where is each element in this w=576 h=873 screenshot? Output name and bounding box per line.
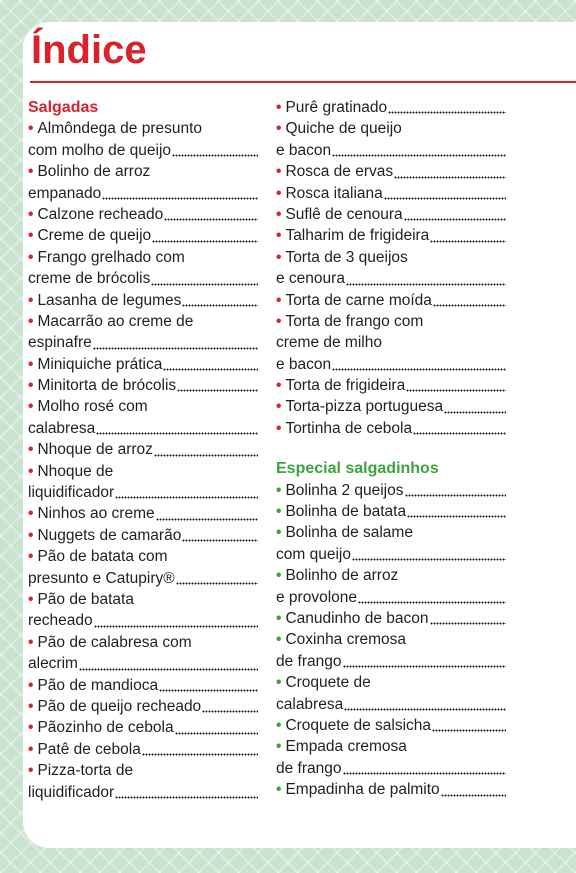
recipe-entry-line — [276, 715, 506, 736]
recipe-name: Miniquiche prática — [37, 355, 163, 373]
bullet-icon: • — [276, 99, 282, 116]
recipe-entry — [276, 629, 506, 672]
dot-leader — [332, 365, 506, 371]
recipe-entry-line — [28, 525, 258, 546]
recipe-name: Empadinha de palmito — [285, 781, 440, 799]
recipe-entry — [28, 247, 258, 290]
dot-leader — [344, 705, 506, 711]
recipe-entry-line — [28, 589, 258, 610]
recipe-entry-line — [276, 694, 506, 715]
recipe-entry-line — [28, 760, 258, 781]
bullet-icon: • — [28, 505, 34, 523]
recipe-entry-line — [28, 482, 258, 503]
recipe-entry-line — [276, 375, 506, 396]
recipe-name: Talharim de frigideira — [285, 227, 430, 245]
bullet-icon: • — [276, 738, 282, 756]
recipe-name: presunto e Catupiry® — [28, 569, 175, 587]
recipe-entry — [28, 696, 258, 717]
bullet-icon: • — [28, 740, 34, 758]
recipe-entry-line — [276, 247, 506, 268]
section-heading: Salgadas — [28, 99, 99, 116]
recipe-name: Empada cremosa — [285, 738, 407, 756]
dot-leader — [115, 793, 258, 799]
recipe-entry-line — [276, 118, 506, 139]
page-title: Índice — [31, 28, 147, 72]
dot-leader — [432, 726, 506, 732]
recipe-entry — [276, 418, 506, 439]
bullet-icon: • — [276, 163, 282, 181]
recipe-name: Quiche de queijo — [285, 120, 402, 138]
dot-leader — [430, 619, 506, 625]
recipe-name: Canudinho de bacon — [285, 609, 429, 627]
recipe-name: creme de brócolis — [28, 270, 151, 288]
recipe-name: Purê gratinado — [285, 99, 388, 116]
recipe-entry — [276, 779, 506, 800]
recipe-entry-line — [28, 354, 258, 375]
recipe-name: Rosca de ervas — [285, 163, 394, 181]
recipe-name: liquidificador — [28, 484, 115, 502]
recipe-entry — [28, 632, 258, 675]
recipe-entry-line — [276, 311, 506, 332]
recipe-entry — [276, 225, 506, 246]
bullet-icon: • — [276, 481, 282, 499]
recipe-name: Minitorta de brócolis — [37, 377, 177, 395]
dot-leader — [413, 429, 506, 435]
bullet-icon: • — [28, 248, 34, 266]
recipe-name: Nhoque de arroz — [37, 441, 153, 459]
recipe-entry — [28, 760, 258, 803]
recipe-entry-line — [28, 140, 258, 161]
recipe-name: Pão de batata — [37, 590, 134, 608]
bullet-icon: • — [276, 377, 282, 395]
recipe-name: liquidificador — [28, 783, 115, 801]
recipe-name: Torta-pizza portuguesa — [285, 398, 444, 416]
recipe-name: Calzone recheado — [37, 205, 164, 223]
recipe-entry-line — [28, 332, 258, 353]
recipe-entry-line — [276, 651, 506, 672]
recipe-entry — [28, 225, 258, 246]
bullet-icon: • — [28, 163, 34, 181]
recipe-entry — [276, 672, 506, 715]
recipe-entry-line — [28, 418, 258, 439]
dot-leader — [175, 729, 258, 735]
dot-leader — [202, 707, 258, 713]
recipe-name: alecrim — [28, 655, 78, 673]
recipe-entry — [28, 118, 258, 161]
recipe-entry-line — [276, 290, 506, 311]
recipe-name: Pãozinho de cebola — [37, 719, 174, 737]
dot-leader — [394, 173, 506, 179]
dot-leader — [182, 536, 258, 542]
recipe-entry — [276, 396, 506, 417]
recipe-entry-line — [276, 501, 506, 522]
recipe-entry-line — [28, 739, 258, 760]
recipe-name: Bolinho de arroz — [37, 163, 151, 181]
bullet-icon: • — [28, 312, 34, 330]
dot-leader — [332, 151, 506, 157]
recipe-entry-line — [28, 311, 258, 332]
recipe-entry — [28, 354, 258, 375]
recipe-entry — [28, 396, 258, 439]
recipe-entry — [28, 375, 258, 396]
recipe-name: Coxinha cremosa — [285, 631, 407, 649]
bullet-icon: • — [276, 631, 282, 649]
bullet-icon: • — [276, 312, 282, 330]
recipe-entry — [28, 204, 258, 225]
recipe-name: e bacon — [276, 355, 332, 373]
recipe-entry-line — [276, 204, 506, 225]
recipe-name: de frango — [276, 759, 342, 777]
bullet-icon: • — [28, 762, 34, 780]
recipe-entry — [276, 290, 506, 311]
recipe-entry-line — [276, 140, 506, 161]
dot-leader — [406, 386, 506, 392]
recipe-entry-line — [28, 183, 258, 204]
recipe-entry-line — [28, 118, 258, 139]
recipe-name: Bolinha de batata — [285, 503, 407, 521]
recipe-entry-line — [276, 332, 506, 353]
recipe-entry — [276, 161, 506, 182]
recipe-name: Rosca italiana — [285, 184, 383, 202]
recipe-name: Nhoque de — [37, 462, 114, 480]
recipe-name: Nuggets de camarão — [37, 526, 182, 544]
recipe-entry-line — [28, 696, 258, 717]
dot-leader — [384, 194, 506, 200]
recipe-entry-line — [276, 736, 506, 757]
index-section — [28, 97, 258, 803]
bullet-icon: • — [28, 526, 34, 544]
bullet-icon: • — [276, 781, 282, 799]
recipe-entry — [276, 97, 506, 118]
dot-leader — [93, 344, 258, 350]
recipe-entry — [276, 480, 506, 501]
recipe-entry-line — [276, 672, 506, 693]
dot-leader — [79, 665, 258, 671]
recipe-name: e provolone — [276, 588, 358, 606]
bullet-icon: • — [28, 633, 34, 651]
bullet-icon: • — [276, 398, 282, 416]
bullet-icon: • — [28, 462, 34, 480]
dot-leader — [444, 408, 506, 414]
recipe-entry-line — [276, 225, 506, 246]
recipe-entry-line — [276, 587, 506, 608]
recipe-name: com queijo — [276, 545, 351, 563]
recipe-name: Pizza-torta de — [37, 762, 134, 780]
recipe-entry — [28, 461, 258, 504]
recipe-entry — [28, 525, 258, 546]
recipe-name: Ninhos ao creme — [37, 505, 155, 523]
section-heading: Especial salgadinhos — [276, 460, 439, 478]
recipe-entry-line — [276, 544, 506, 565]
recipe-entry-line — [28, 461, 258, 482]
dot-leader — [430, 237, 506, 243]
recipe-entry — [28, 161, 258, 204]
recipe-entry-line — [276, 161, 506, 182]
bullet-icon: • — [276, 419, 282, 437]
recipe-entry-line — [28, 204, 258, 225]
bullet-icon: • — [276, 567, 282, 585]
bullet-icon: • — [28, 441, 34, 459]
recipe-entry-line — [276, 480, 506, 501]
recipe-entry — [28, 739, 258, 760]
recipe-name: Torta de frigideira — [285, 377, 406, 395]
bullet-icon: • — [28, 697, 34, 715]
recipe-entry — [28, 439, 258, 460]
recipe-entry-line — [28, 546, 258, 567]
bullet-icon: • — [276, 120, 282, 138]
recipe-entry — [28, 717, 258, 738]
bullet-icon: • — [276, 205, 282, 223]
bullet-icon: • — [28, 719, 34, 737]
recipe-entry — [28, 675, 258, 696]
recipe-entry-line — [276, 522, 506, 543]
recipe-name: com molho de queijo — [28, 141, 172, 159]
bullet-icon: • — [28, 227, 34, 245]
recipe-entry-line — [28, 290, 258, 311]
recipe-name: Almôndega de presunto — [37, 120, 203, 138]
dot-leader — [159, 686, 258, 692]
dot-leader — [388, 108, 506, 114]
recipe-name: Bolinha de salame — [285, 524, 413, 542]
recipe-name: creme de milho — [276, 334, 382, 352]
dot-leader — [142, 750, 258, 756]
recipe-list — [276, 97, 506, 439]
recipe-entry-line — [28, 568, 258, 589]
recipe-entry-line — [28, 717, 258, 738]
recipe-entry — [276, 565, 506, 608]
dot-leader — [164, 215, 258, 221]
recipe-entry — [28, 311, 258, 354]
recipe-name: Lasanha de legumes — [37, 291, 182, 309]
dot-leader — [182, 301, 258, 307]
bullet-icon: • — [28, 291, 34, 309]
recipe-entry-line — [28, 610, 258, 631]
dot-leader — [163, 365, 258, 371]
bullet-icon: • — [276, 503, 282, 521]
recipe-name: Suflê de cenoura — [285, 205, 403, 223]
bullet-icon: • — [276, 184, 282, 202]
dot-leader — [96, 429, 258, 435]
bullet-icon: • — [28, 377, 34, 395]
dot-leader — [154, 451, 258, 457]
recipe-name: Torta de carne moída — [285, 291, 432, 309]
recipe-entry-line — [276, 354, 506, 375]
recipe-entry-line — [276, 779, 506, 800]
recipe-entry — [28, 546, 258, 589]
recipe-entry-line — [276, 183, 506, 204]
recipe-entry — [276, 715, 506, 736]
dot-leader — [441, 791, 506, 797]
dot-leader — [405, 491, 507, 497]
recipe-name: Bolinha 2 queijos — [285, 481, 404, 499]
dot-leader — [102, 194, 258, 200]
dot-leader — [407, 512, 506, 518]
bullet-icon: • — [276, 609, 282, 627]
recipe-entry — [276, 736, 506, 779]
bullet-icon: • — [276, 248, 282, 266]
recipe-name: Croquete de salsicha — [285, 716, 432, 734]
dot-leader — [172, 151, 258, 157]
recipe-entry-line — [28, 225, 258, 246]
dot-leader — [156, 515, 258, 521]
bullet-icon: • — [28, 205, 34, 223]
recipe-entry — [276, 311, 506, 375]
dot-leader — [151, 280, 258, 286]
bullet-icon: • — [276, 524, 282, 542]
bullet-icon: • — [28, 590, 34, 608]
dot-leader — [358, 598, 506, 604]
bullet-icon: • — [28, 548, 34, 566]
recipe-entry — [28, 589, 258, 632]
recipe-entry-line — [28, 247, 258, 268]
dot-leader — [176, 579, 258, 585]
recipe-name: Torta de 3 queijos — [285, 248, 408, 266]
recipe-list — [28, 118, 258, 803]
bullet-icon: • — [28, 398, 34, 416]
recipe-name: Torta de frango com — [285, 312, 424, 330]
recipe-name: Pão de mandioca — [37, 676, 159, 694]
recipe-name: Croquete de — [285, 674, 371, 692]
recipe-entry-line — [28, 782, 258, 803]
index-section — [276, 97, 506, 439]
bullet-icon: • — [276, 716, 282, 734]
recipe-entry-line — [28, 632, 258, 653]
recipe-list — [276, 480, 506, 801]
recipe-entry — [276, 501, 506, 522]
bullet-icon: • — [28, 676, 34, 694]
index-section — [276, 458, 506, 800]
recipe-name: empanado — [28, 184, 102, 202]
recipe-name: Pão de queijo recheado — [37, 697, 202, 715]
dot-leader — [346, 280, 506, 286]
bullet-icon: • — [276, 291, 282, 309]
recipe-name: espinafre — [28, 334, 92, 352]
recipe-name: recheado — [28, 612, 93, 630]
recipe-name: de frango — [276, 652, 342, 670]
recipe-name: Bolinho de arroz — [285, 567, 399, 585]
recipe-entry-line — [276, 268, 506, 289]
recipe-entry — [276, 608, 506, 629]
title-divider — [30, 81, 576, 83]
recipe-name: Creme de queijo — [37, 227, 152, 245]
recipe-entry-line — [276, 396, 506, 417]
dot-leader — [152, 237, 258, 243]
recipe-name: Pão de calabresa com — [37, 633, 192, 651]
dot-leader — [115, 493, 258, 499]
dot-leader — [343, 662, 507, 668]
bullet-icon: • — [28, 120, 34, 138]
recipe-entry — [276, 204, 506, 225]
recipe-name: e bacon — [276, 141, 332, 159]
recipe-entry — [276, 522, 506, 565]
bullet-icon: • — [28, 355, 34, 373]
dot-leader — [433, 301, 506, 307]
recipe-name: Tortinha de cebola — [285, 419, 413, 437]
recipe-name: e cenoura — [276, 270, 345, 288]
recipe-entry-line — [276, 418, 506, 439]
recipe-entry-line — [276, 97, 506, 118]
recipe-entry-line — [28, 396, 258, 417]
recipe-name: Macarrão ao creme de — [37, 312, 194, 330]
dot-leader — [343, 769, 507, 775]
bullet-icon: • — [276, 227, 282, 245]
dot-leader — [404, 215, 506, 221]
dot-leader — [352, 555, 506, 561]
recipe-entry-line — [28, 675, 258, 696]
recipe-entry-line — [28, 503, 258, 524]
recipe-entry-line — [28, 653, 258, 674]
dot-leader — [94, 622, 258, 628]
bullet-icon: • — [276, 674, 282, 692]
recipe-entry-line — [276, 758, 506, 779]
recipe-entry-line — [28, 161, 258, 182]
recipe-entry-line — [276, 629, 506, 650]
recipe-entry — [276, 118, 506, 161]
recipe-name: Patê de cebola — [37, 740, 141, 758]
recipe-name: Molho rosé com — [37, 398, 148, 416]
dot-leader — [177, 386, 258, 392]
recipe-name: Frango grelhado com — [37, 248, 185, 266]
recipe-entry-line — [276, 565, 506, 586]
recipe-entry-line — [28, 375, 258, 396]
recipe-entry — [28, 290, 258, 311]
index-column-left — [28, 97, 258, 803]
recipe-entry — [276, 375, 506, 396]
recipe-name: calabresa — [28, 419, 96, 437]
recipe-name: calabresa — [276, 695, 344, 713]
recipe-entry-line — [28, 439, 258, 460]
recipe-entry-line — [276, 608, 506, 629]
recipe-entry — [276, 247, 506, 290]
recipe-name: Pão de batata com — [37, 548, 168, 566]
recipe-entry — [276, 183, 506, 204]
recipe-entry — [28, 503, 258, 524]
recipe-entry-line — [28, 268, 258, 289]
index-column-right — [276, 97, 506, 801]
